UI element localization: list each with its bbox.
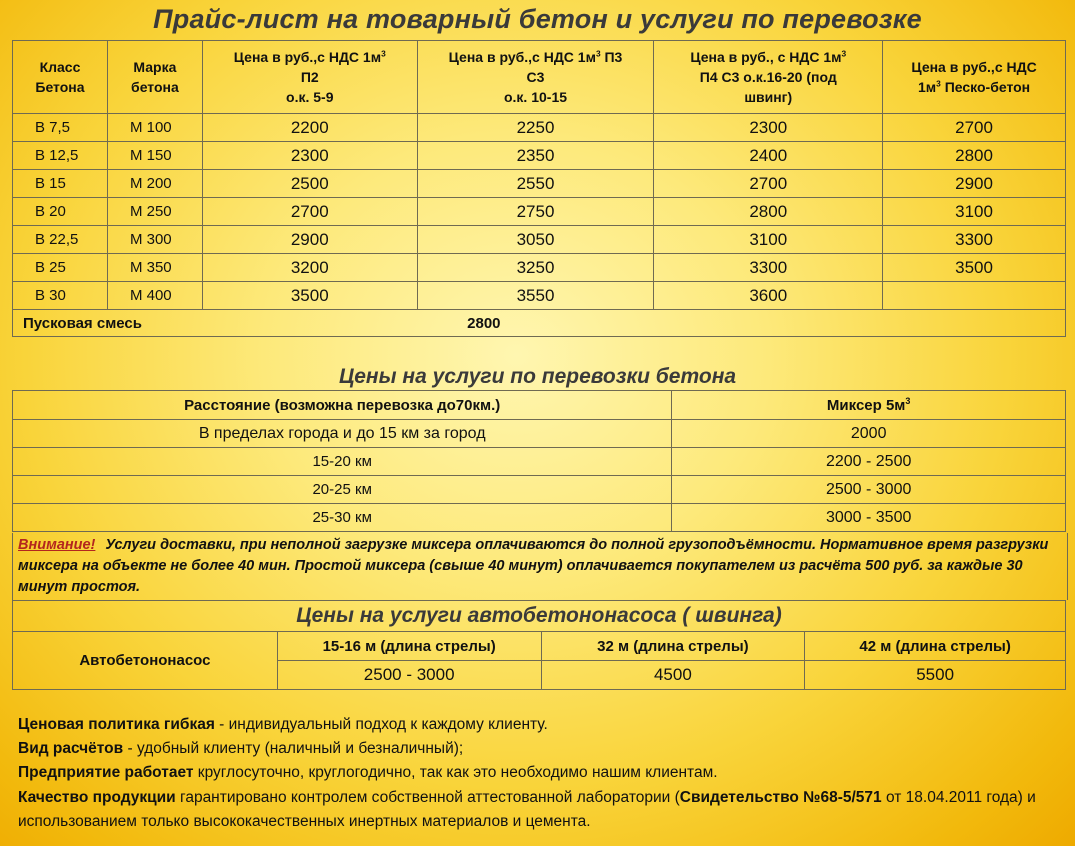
cell-p3: 3050 xyxy=(417,226,654,254)
delivery-notice xyxy=(12,533,1068,600)
cell-p3: 2550 xyxy=(417,170,654,198)
info-bold: Вид расчётов xyxy=(18,740,124,758)
info-text: круглосуточно, круглогодично, так как это необходимо нашим клиентам. xyxy=(193,764,718,782)
start-mix-row xyxy=(13,310,1066,337)
info-bold: Ценовая политика гибкая xyxy=(18,716,215,733)
notice-label: Внимание! xyxy=(18,537,96,553)
table-row xyxy=(13,476,1066,504)
cell-p2: 2900 xyxy=(202,226,417,254)
cell-distance: 20-25 км xyxy=(13,476,672,504)
table-row xyxy=(13,142,1066,170)
cell-p2: 2500 xyxy=(202,170,417,198)
info-line xyxy=(18,761,1063,785)
cell-class: В 25 xyxy=(13,254,108,282)
transport-table xyxy=(12,390,1066,532)
header-p2-line2: П2 xyxy=(300,69,319,85)
cell-grade: М 200 xyxy=(107,170,202,198)
table-row xyxy=(13,198,1066,226)
cell-mixer-price: 2200 - 2500 xyxy=(672,448,1066,476)
cell-distance: 25-30 км xyxy=(13,504,672,532)
transport-header xyxy=(13,391,1066,420)
concrete-table-header xyxy=(13,41,1066,114)
cell-p3: 2750 xyxy=(417,198,654,226)
cell-mixer-price: 3000 - 3500 xyxy=(672,504,1066,532)
cell-class: В 12,5 xyxy=(13,142,108,170)
table-row xyxy=(13,170,1066,198)
cell-p4: 3300 xyxy=(654,254,883,282)
header-p2 xyxy=(202,41,417,114)
cell-p4: 3100 xyxy=(654,226,883,254)
header-p4-line1: Цена в руб., с НДС 1м xyxy=(690,49,842,65)
header-p2-line1: Цена в руб.,с НДС 1м xyxy=(233,49,382,65)
header-class-line2: Бетона xyxy=(35,79,85,95)
pump-label: Автобетононасос xyxy=(13,632,278,690)
cell-grade: М 100 xyxy=(107,114,202,142)
cell-grade: М 400 xyxy=(107,282,202,310)
table-row xyxy=(13,254,1066,282)
cell-class: В 22,5 xyxy=(13,226,108,254)
cell-mixer-price: 2000 xyxy=(672,420,1066,448)
table-row xyxy=(13,114,1066,142)
cell-mixer-price: 2500 - 3000 xyxy=(672,476,1066,504)
table-row xyxy=(13,282,1066,310)
start-mix-value: 2800 xyxy=(417,310,1065,337)
cell-grade: М 300 xyxy=(107,226,202,254)
header-grade xyxy=(107,41,202,114)
info-line xyxy=(18,713,1063,737)
header-sand-line2a: 1м xyxy=(917,79,937,95)
header-sand-line1: Цена в руб.,с НДС xyxy=(911,59,1037,75)
pump-boom-row xyxy=(13,632,1066,661)
cell-p2: 2700 xyxy=(202,198,417,226)
cell-grade: М 350 xyxy=(107,254,202,282)
header-distance: Расстояние (возможна перевозка до70км.) xyxy=(13,391,672,420)
table-row xyxy=(13,504,1066,532)
header-class xyxy=(13,41,108,114)
cell-p4: 2800 xyxy=(654,198,883,226)
header-p3-line1: Цена в руб.,с НДС 1м xyxy=(448,49,596,65)
table-row xyxy=(13,420,1066,448)
notice-text: Услуги доставки, при неполной загрузке миксера оплачиваются до полной грузоподъёмности. Нормативное время разгрузки миксера на объекте не более 40 мин. Простой миксера (свыше 40 минут) оплачивается покупателем из расчёта 500 руб. за каждые 30 минут простоя. xyxy=(18,537,1049,595)
info-text: - удобный клиенту (наличный и безналичный); xyxy=(123,740,464,758)
boom-length: 42 м (длина стрелы) xyxy=(805,632,1066,661)
cell-sand: 2900 xyxy=(883,170,1066,198)
cell-class: В 7,5 xyxy=(13,114,108,142)
header-p3 xyxy=(417,41,654,114)
cell-sand xyxy=(883,282,1066,310)
header-p3-line2: С3 xyxy=(526,69,545,85)
header-p3-line1b: П3 xyxy=(600,49,623,65)
cell-p2: 3500 xyxy=(202,282,417,310)
transport-title: Цены на услуги по перевозки бетона xyxy=(338,365,737,388)
cell-p3: 3250 xyxy=(417,254,654,282)
cell-grade: М 250 xyxy=(107,198,202,226)
cell-class: В 20 xyxy=(13,198,108,226)
concrete-price-table xyxy=(12,40,1066,337)
cell-distance: 15-20 км xyxy=(13,448,672,476)
cell-sand: 3500 xyxy=(883,254,1066,282)
table-row xyxy=(13,448,1066,476)
info-line xyxy=(18,786,1063,834)
cell-p2: 3200 xyxy=(202,254,417,282)
header-class-line1: Класс xyxy=(39,59,81,75)
certificate-number: Свидетельство №68-5/571 xyxy=(679,788,882,806)
header-mixer-text: Миксер 5м xyxy=(826,396,906,414)
header-grade-line1: Марка xyxy=(133,59,177,75)
pump-table xyxy=(12,600,1066,690)
cell-sand: 3100 xyxy=(883,198,1066,226)
cell-sand: 2800 xyxy=(883,142,1066,170)
header-mixer xyxy=(672,391,1066,420)
page-title: Прайс-лист на товарный бетон и услуги по перевозке xyxy=(153,4,922,34)
cell-p3: 2350 xyxy=(417,142,654,170)
cell-grade: М 150 xyxy=(107,142,202,170)
pump-title: Цены на услуги автобетононасоса ( швинга) xyxy=(13,601,1066,632)
info-bold: Качество продукции xyxy=(18,788,176,806)
cell-p3: 3550 xyxy=(417,282,654,310)
info-bold: Предприятие работает xyxy=(18,764,194,782)
start-mix-label: Пусковая смесь xyxy=(13,310,418,337)
cell-p4: 2700 xyxy=(654,170,883,198)
boom-length: 32 м (длина стрелы) xyxy=(541,632,805,661)
header-sand xyxy=(883,41,1066,114)
header-grade-line2: бетона xyxy=(131,79,179,95)
cell-class: В 15 xyxy=(13,170,108,198)
pump-price: 2500 - 3000 xyxy=(277,661,541,690)
cell-p2: 2300 xyxy=(202,142,417,170)
table-row xyxy=(13,226,1066,254)
company-info xyxy=(18,713,1063,834)
cell-p2: 2200 xyxy=(202,114,417,142)
header-p3-sup: 3 xyxy=(595,48,601,59)
cell-distance: В пределах города и до 15 км за город xyxy=(13,420,672,448)
cell-p3: 2250 xyxy=(417,114,654,142)
cell-p4: 2300 xyxy=(654,114,883,142)
header-p4-line3: швинг) xyxy=(744,89,793,105)
info-text: от 18.04.2011 года) и использованием только высококачественных инертных материалов и цемента. xyxy=(18,788,1036,830)
pump-title-row xyxy=(13,601,1066,632)
header-p2-line3: о.к. 5-9 xyxy=(286,89,334,105)
cell-p4: 3600 xyxy=(654,282,883,310)
pump-price: 4500 xyxy=(541,661,805,690)
header-p3-line3: о.к. 10-15 xyxy=(503,89,568,105)
cell-class: В 30 xyxy=(13,282,108,310)
cell-sand: 2700 xyxy=(883,114,1066,142)
header-p4-line2: П4 С3 о.к.16-20 (под xyxy=(699,69,837,85)
info-line xyxy=(18,737,1063,761)
header-p4 xyxy=(654,41,883,114)
cell-sand: 3300 xyxy=(883,226,1066,254)
header-p2-sup: 3 xyxy=(381,48,386,59)
info-text: - индивидуальный подход к каждому клиенту. xyxy=(214,716,548,733)
header-mixer-sup: 3 xyxy=(905,395,911,406)
header-p4-sup: 3 xyxy=(841,48,847,59)
info-text: гарантировано контролем собственной аттестованной лаборатории ( xyxy=(175,788,680,806)
header-sand-sup: 3 xyxy=(936,78,941,89)
boom-length: 15-16 м (длина стрелы) xyxy=(277,632,541,661)
cell-p4: 2400 xyxy=(654,142,883,170)
pump-price: 5500 xyxy=(805,661,1066,690)
header-sand-line2b: Песко-бетон xyxy=(940,79,1031,95)
